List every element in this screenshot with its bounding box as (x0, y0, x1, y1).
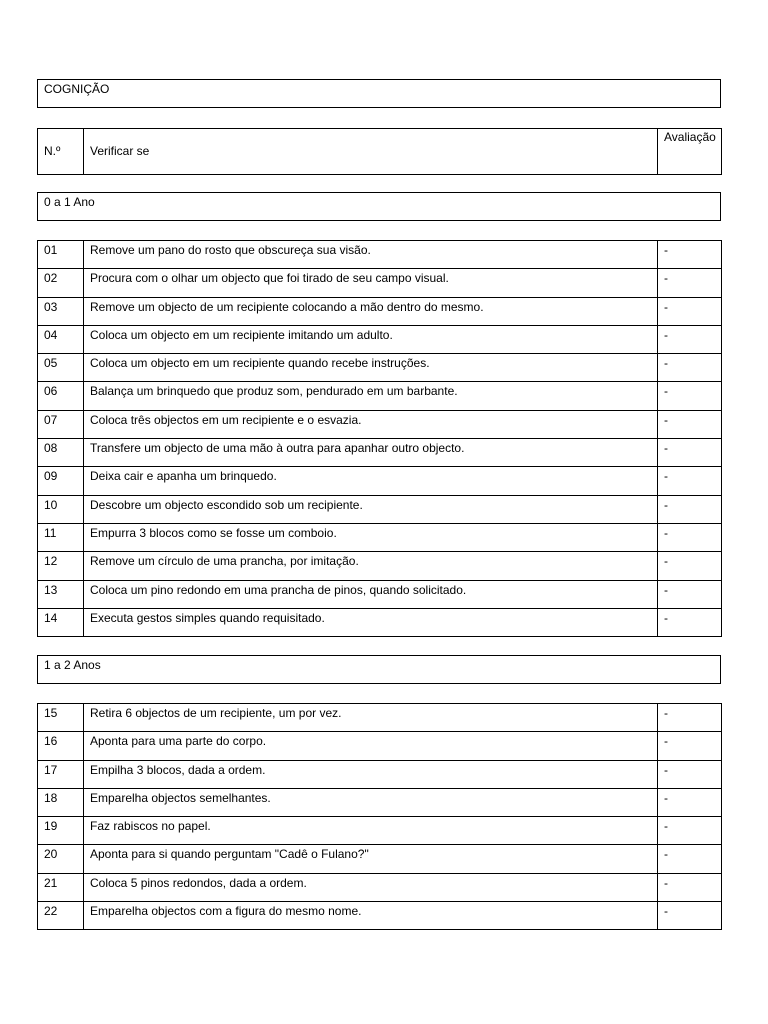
header-check: Verificar se (84, 129, 658, 175)
section-title-box (37, 79, 721, 108)
item-evaluation: - (658, 704, 722, 732)
item-number: 20 (38, 845, 84, 873)
table-row (38, 732, 722, 760)
item-text: Aponta para si quando perguntam "Cadê o Fulano?" (84, 845, 658, 873)
item-number: 04 (38, 325, 84, 353)
table-row (38, 760, 722, 788)
item-text: Coloca três objectos em um recipiente e o esvazia. (84, 410, 658, 438)
item-number: 22 (38, 902, 84, 930)
table-row (38, 873, 722, 901)
item-text: Faz rabiscos no papel. (84, 817, 658, 845)
item-evaluation: - (658, 760, 722, 788)
item-evaluation: - (658, 354, 722, 382)
group-label: 1 a 2 Anos (44, 658, 101, 672)
item-evaluation: - (658, 439, 722, 467)
item-text: Retira 6 objectos de um recipiente, um por vez. (84, 704, 658, 732)
item-text: Emparelha objectos semelhantes. (84, 788, 658, 816)
item-evaluation: - (658, 495, 722, 523)
item-evaluation: - (658, 523, 722, 551)
item-number: 10 (38, 495, 84, 523)
item-number: 03 (38, 297, 84, 325)
item-evaluation: - (658, 552, 722, 580)
item-evaluation: - (658, 410, 722, 438)
header-eval: Avaliação (658, 129, 722, 175)
item-evaluation: - (658, 297, 722, 325)
item-text: Empurra 3 blocos como se fosse um comboio. (84, 523, 658, 551)
item-text: Transfere um objecto de uma mão à outra para apanhar outro objecto. (84, 439, 658, 467)
table-row (38, 354, 722, 382)
item-evaluation: - (658, 467, 722, 495)
item-evaluation: - (658, 817, 722, 845)
group-label-box-0 (37, 192, 721, 221)
item-number: 06 (38, 382, 84, 410)
item-number: 12 (38, 552, 84, 580)
item-number: 08 (38, 439, 84, 467)
header-row (38, 129, 722, 175)
item-number: 09 (38, 467, 84, 495)
item-evaluation: - (658, 269, 722, 297)
item-text: Remove um círculo de uma prancha, por imitação. (84, 552, 658, 580)
item-number: 16 (38, 732, 84, 760)
group-label: 0 a 1 Ano (44, 195, 95, 209)
item-text: Aponta para uma parte do corpo. (84, 732, 658, 760)
item-number: 14 (38, 608, 84, 636)
item-text: Coloca um objecto em um recipiente imitando um adulto. (84, 325, 658, 353)
item-evaluation: - (658, 873, 722, 901)
item-number: 19 (38, 817, 84, 845)
items-table-0 (37, 240, 722, 637)
item-text: Coloca 5 pinos redondos, dada a ordem. (84, 873, 658, 901)
table-row (38, 439, 722, 467)
group-label-box-1 (37, 655, 721, 684)
table-row (38, 817, 722, 845)
item-text: Empilha 3 blocos, dada a ordem. (84, 760, 658, 788)
item-text: Coloca um objecto em um recipiente quando recebe instruções. (84, 354, 658, 382)
item-evaluation: - (658, 382, 722, 410)
header-num: N.º (38, 129, 84, 175)
table-row (38, 523, 722, 551)
item-text: Remove um pano do rosto que obscureça sua visão. (84, 241, 658, 269)
item-text: Emparelha objectos com a figura do mesmo nome. (84, 902, 658, 930)
item-evaluation: - (658, 241, 722, 269)
table-row (38, 410, 722, 438)
item-evaluation: - (658, 580, 722, 608)
item-number: 21 (38, 873, 84, 901)
items-table-1 (37, 703, 722, 930)
item-number: 15 (38, 704, 84, 732)
table-row (38, 608, 722, 636)
item-text: Procura com o olhar um objecto que foi tirado de seu campo visual. (84, 269, 658, 297)
item-text: Coloca um pino redondo em uma prancha de pinos, quando solicitado. (84, 580, 658, 608)
section-title: COGNIÇÃO (44, 82, 110, 96)
table-row (38, 788, 722, 816)
table-row (38, 902, 722, 930)
item-text: Descobre um objecto escondido sob um recipiente. (84, 495, 658, 523)
table-row (38, 704, 722, 732)
table-row (38, 467, 722, 495)
table-row (38, 580, 722, 608)
item-text: Balança um brinquedo que produz som, pendurado em um barbante. (84, 382, 658, 410)
table-row (38, 552, 722, 580)
table-row (38, 382, 722, 410)
table-row (38, 297, 722, 325)
item-evaluation: - (658, 845, 722, 873)
item-text: Deixa cair e apanha um brinquedo. (84, 467, 658, 495)
table-row (38, 269, 722, 297)
table-row (38, 845, 722, 873)
table-row (38, 241, 722, 269)
table-row (38, 325, 722, 353)
item-evaluation: - (658, 902, 722, 930)
item-evaluation: - (658, 325, 722, 353)
item-evaluation: - (658, 732, 722, 760)
item-text: Remove um objecto de um recipiente colocando a mão dentro do mesmo. (84, 297, 658, 325)
item-evaluation: - (658, 788, 722, 816)
item-number: 13 (38, 580, 84, 608)
item-text: Executa gestos simples quando requisitado. (84, 608, 658, 636)
item-number: 18 (38, 788, 84, 816)
table-row (38, 495, 722, 523)
item-number: 02 (38, 269, 84, 297)
item-evaluation: - (658, 608, 722, 636)
header-table (37, 128, 722, 175)
item-number: 07 (38, 410, 84, 438)
item-number: 01 (38, 241, 84, 269)
item-number: 11 (38, 523, 84, 551)
item-number: 05 (38, 354, 84, 382)
item-number: 17 (38, 760, 84, 788)
